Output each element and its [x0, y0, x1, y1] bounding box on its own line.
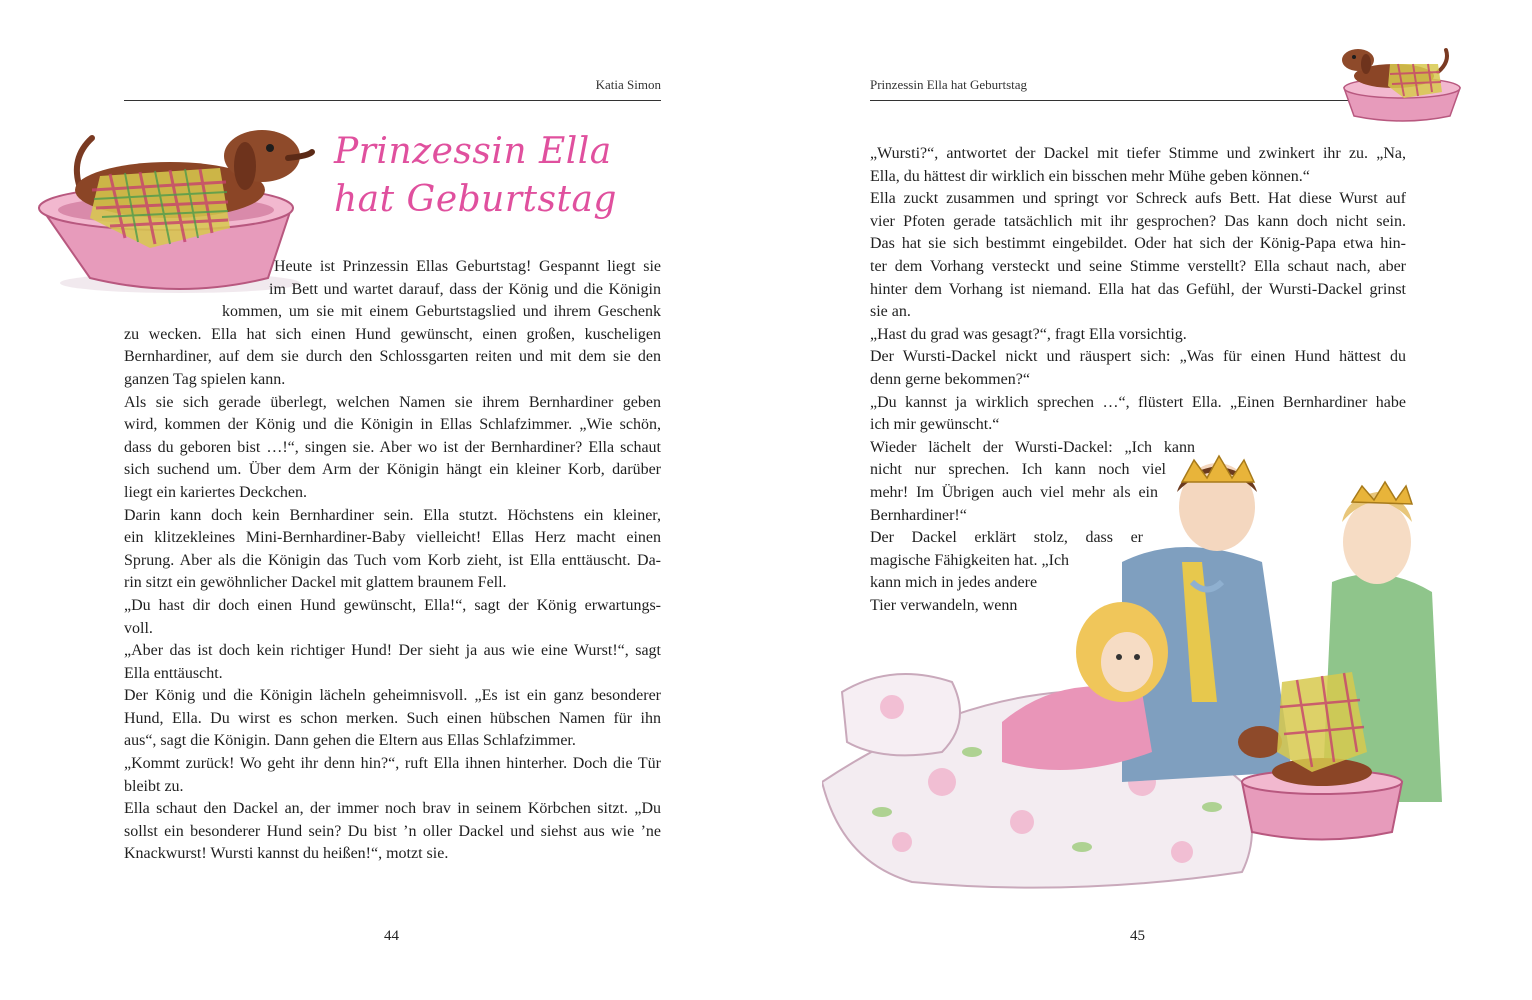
text-line: Das hat sie sich bestimmt eingebildet. Oder hat sich der König-Papa etwa hin-: [870, 235, 1406, 253]
header-rule: [870, 100, 1360, 101]
text-line: „Du hast dir doch einen Hund gewünscht, Ella!“, sagt der König erwartungs-: [124, 596, 661, 614]
text-line: Bernhardiner, auf dem sie durch den Schlossgarten reiten und mit dem sie den: [124, 348, 661, 366]
text-line: kann mich in jedes andere: [870, 574, 1038, 592]
text-line: Ella schaut den Dackel an, der immer noch brav in seinem Körbchen sitzt. „Du: [124, 800, 661, 818]
running-head-title: Prinzessin Ella hat Geburtstag: [870, 77, 1028, 92]
text-line: im Bett und wartet darauf, dass der König und die Königin: [269, 280, 661, 298]
text-line: Ella, du hättest dir wirklich ein bisschen mehr Mühe geben können.“: [870, 167, 1310, 185]
text-line: kommen, um sie mit einem Geburtstagslied und ihrem Geschenk: [222, 303, 661, 321]
text-line: wird, kommen der König und die Königin in Ellas Schlafzimmer. „Wie schön,: [124, 416, 661, 434]
text-line: Ella enttäuscht.: [124, 664, 223, 682]
header-rule: [124, 100, 661, 101]
text-line: Der Dackel erklärt stolz, dass er: [870, 529, 1143, 547]
text-line: zu wecken. Ella hat sich einen Hund gewünscht, einen großen, kuscheligen: [124, 325, 661, 343]
text-line: Sprung. Aber als die Königin das Tuch vom Korb zieht, ist Ella enttäuscht. Da-: [124, 551, 661, 569]
running-head-author: Katia Simon: [595, 77, 661, 92]
page-number-left: 44: [384, 928, 399, 944]
chapter-title: [334, 128, 617, 224]
text-line: ter dem Vorhang versteckt und seine Stimme verstellt? Ella schaut nach, aber: [870, 257, 1406, 275]
text-line: Ella zuckt zusammen und springt vor Schreck aufs Bett. Hat diese Wurst auf: [870, 190, 1406, 208]
text-line: Der Wursti-Dackel nickt und räuspert sich: „Was für einen Hund hättest du: [870, 348, 1406, 366]
text-line: mehr! Im Übrigen auch viel mehr als ein: [870, 483, 1158, 501]
text-line: „Kommt zurück! Wo geht ihr denn hin?“, ruft Ella ihnen hinterher. Doch die Tür: [124, 755, 661, 773]
text-line: Heute ist Prinzessin Ellas Geburtstag! Gespannt liegt sie: [274, 258, 661, 275]
text-line: „Du kannst ja wirklich sprechen …“, flüstert Ella. „Einen Bernhardiner habe: [870, 393, 1406, 411]
text-line: Der König und die Königin lächeln geheimnisvoll. „Es ist ein ganz besonderer: [124, 687, 661, 705]
small-dachshund-tub-illustration: [1338, 42, 1468, 124]
text-line: Bernhardiner!“: [870, 506, 967, 524]
text-line: sollst ein besonderer Hund sein? Du bist ’n oller Dackel und siehst aus wie ’ne: [124, 822, 661, 840]
text-line: Knackwurst! Wursti kannst du heißen!“, motzt sie.: [124, 845, 449, 863]
text-line: vier Pfoten gerade tatsächlich mit ihr gesprochen? Das kann doch nicht sein.: [870, 212, 1406, 230]
text-line: Tier verwandeln, wenn: [870, 596, 1018, 614]
text-line: Wieder lächelt der Wursti-Dackel: „Ich kann: [870, 438, 1195, 456]
text-line: aus“, sagt die Königin. Dann gehen die Eltern aus Ellas Schlafzimmer.: [124, 732, 576, 750]
text-line: Hund, Ella. Du wirst es schon merken. Such einen hübschen Namen für ihn: [124, 709, 661, 727]
text-line: ganzen Tag spielen kann.: [124, 370, 286, 388]
royal-family-illustration: [822, 452, 1522, 902]
text-line: Darin kann doch kein Bernhardiner sein. Ella stutzt. Höchstens ein kleiner,: [124, 506, 661, 524]
text-line: rin sitzt ein gewöhnlicher Dackel mit glattem braunem Fell.: [124, 574, 507, 592]
text-line: dass du geboren bist …!“, singen sie. Aber wo ist der Bernhardiner? Ella schaut: [124, 438, 661, 456]
chapter-title-line-2: hat Geburtstag: [334, 179, 617, 220]
text-line: ein klitzekleines Mini-Bernhardiner-Baby vielleicht! Ellas Herz macht einen: [124, 529, 661, 547]
page-number-right: 45: [1130, 928, 1145, 944]
chapter-title-line-1: Prinzessin Ella: [334, 131, 612, 172]
text-line: magische Fähigkeiten hat. „Ich: [870, 551, 1070, 569]
text-line: denn gerne bekommen?“: [870, 370, 1030, 388]
text-line: „Hast du grad was gesagt?“, fragt Ella vorsichtig.: [870, 325, 1187, 343]
text-line: nicht nur sprechen. Ich kann noch viel: [870, 461, 1166, 479]
text-line: sich suchend um. Über dem Arm der Königin hängt ein kleiner Korb, darüber: [124, 461, 661, 479]
text-line: „Wursti?“, antwortet der Dackel mit tiefer Stimme und zwinkert ihr zu. „Na,: [870, 145, 1406, 162]
right-page: [766, 0, 1532, 1000]
text-line: hinter dem Vorhang ist niemand. Ella hat das Gefühl, der Wursti-Dackel grinst: [870, 280, 1406, 298]
text-line: Als sie sich gerade überlegt, welchen Namen sie ihrem Bernhardiner geben: [124, 393, 661, 411]
text-line: „Aber das ist doch kein richtiger Hund! Der sieht ja aus wie eine Wurst!“, sagt: [124, 642, 661, 660]
text-line: sie an.: [870, 303, 911, 321]
text-line: voll.: [124, 619, 153, 637]
text-line: ich mir gewünscht.“: [870, 416, 1000, 434]
text-line: bleibt zu.: [124, 777, 184, 795]
text-line: liegt ein kariertes Deckchen.: [124, 483, 308, 501]
body-text-left: [124, 256, 661, 866]
